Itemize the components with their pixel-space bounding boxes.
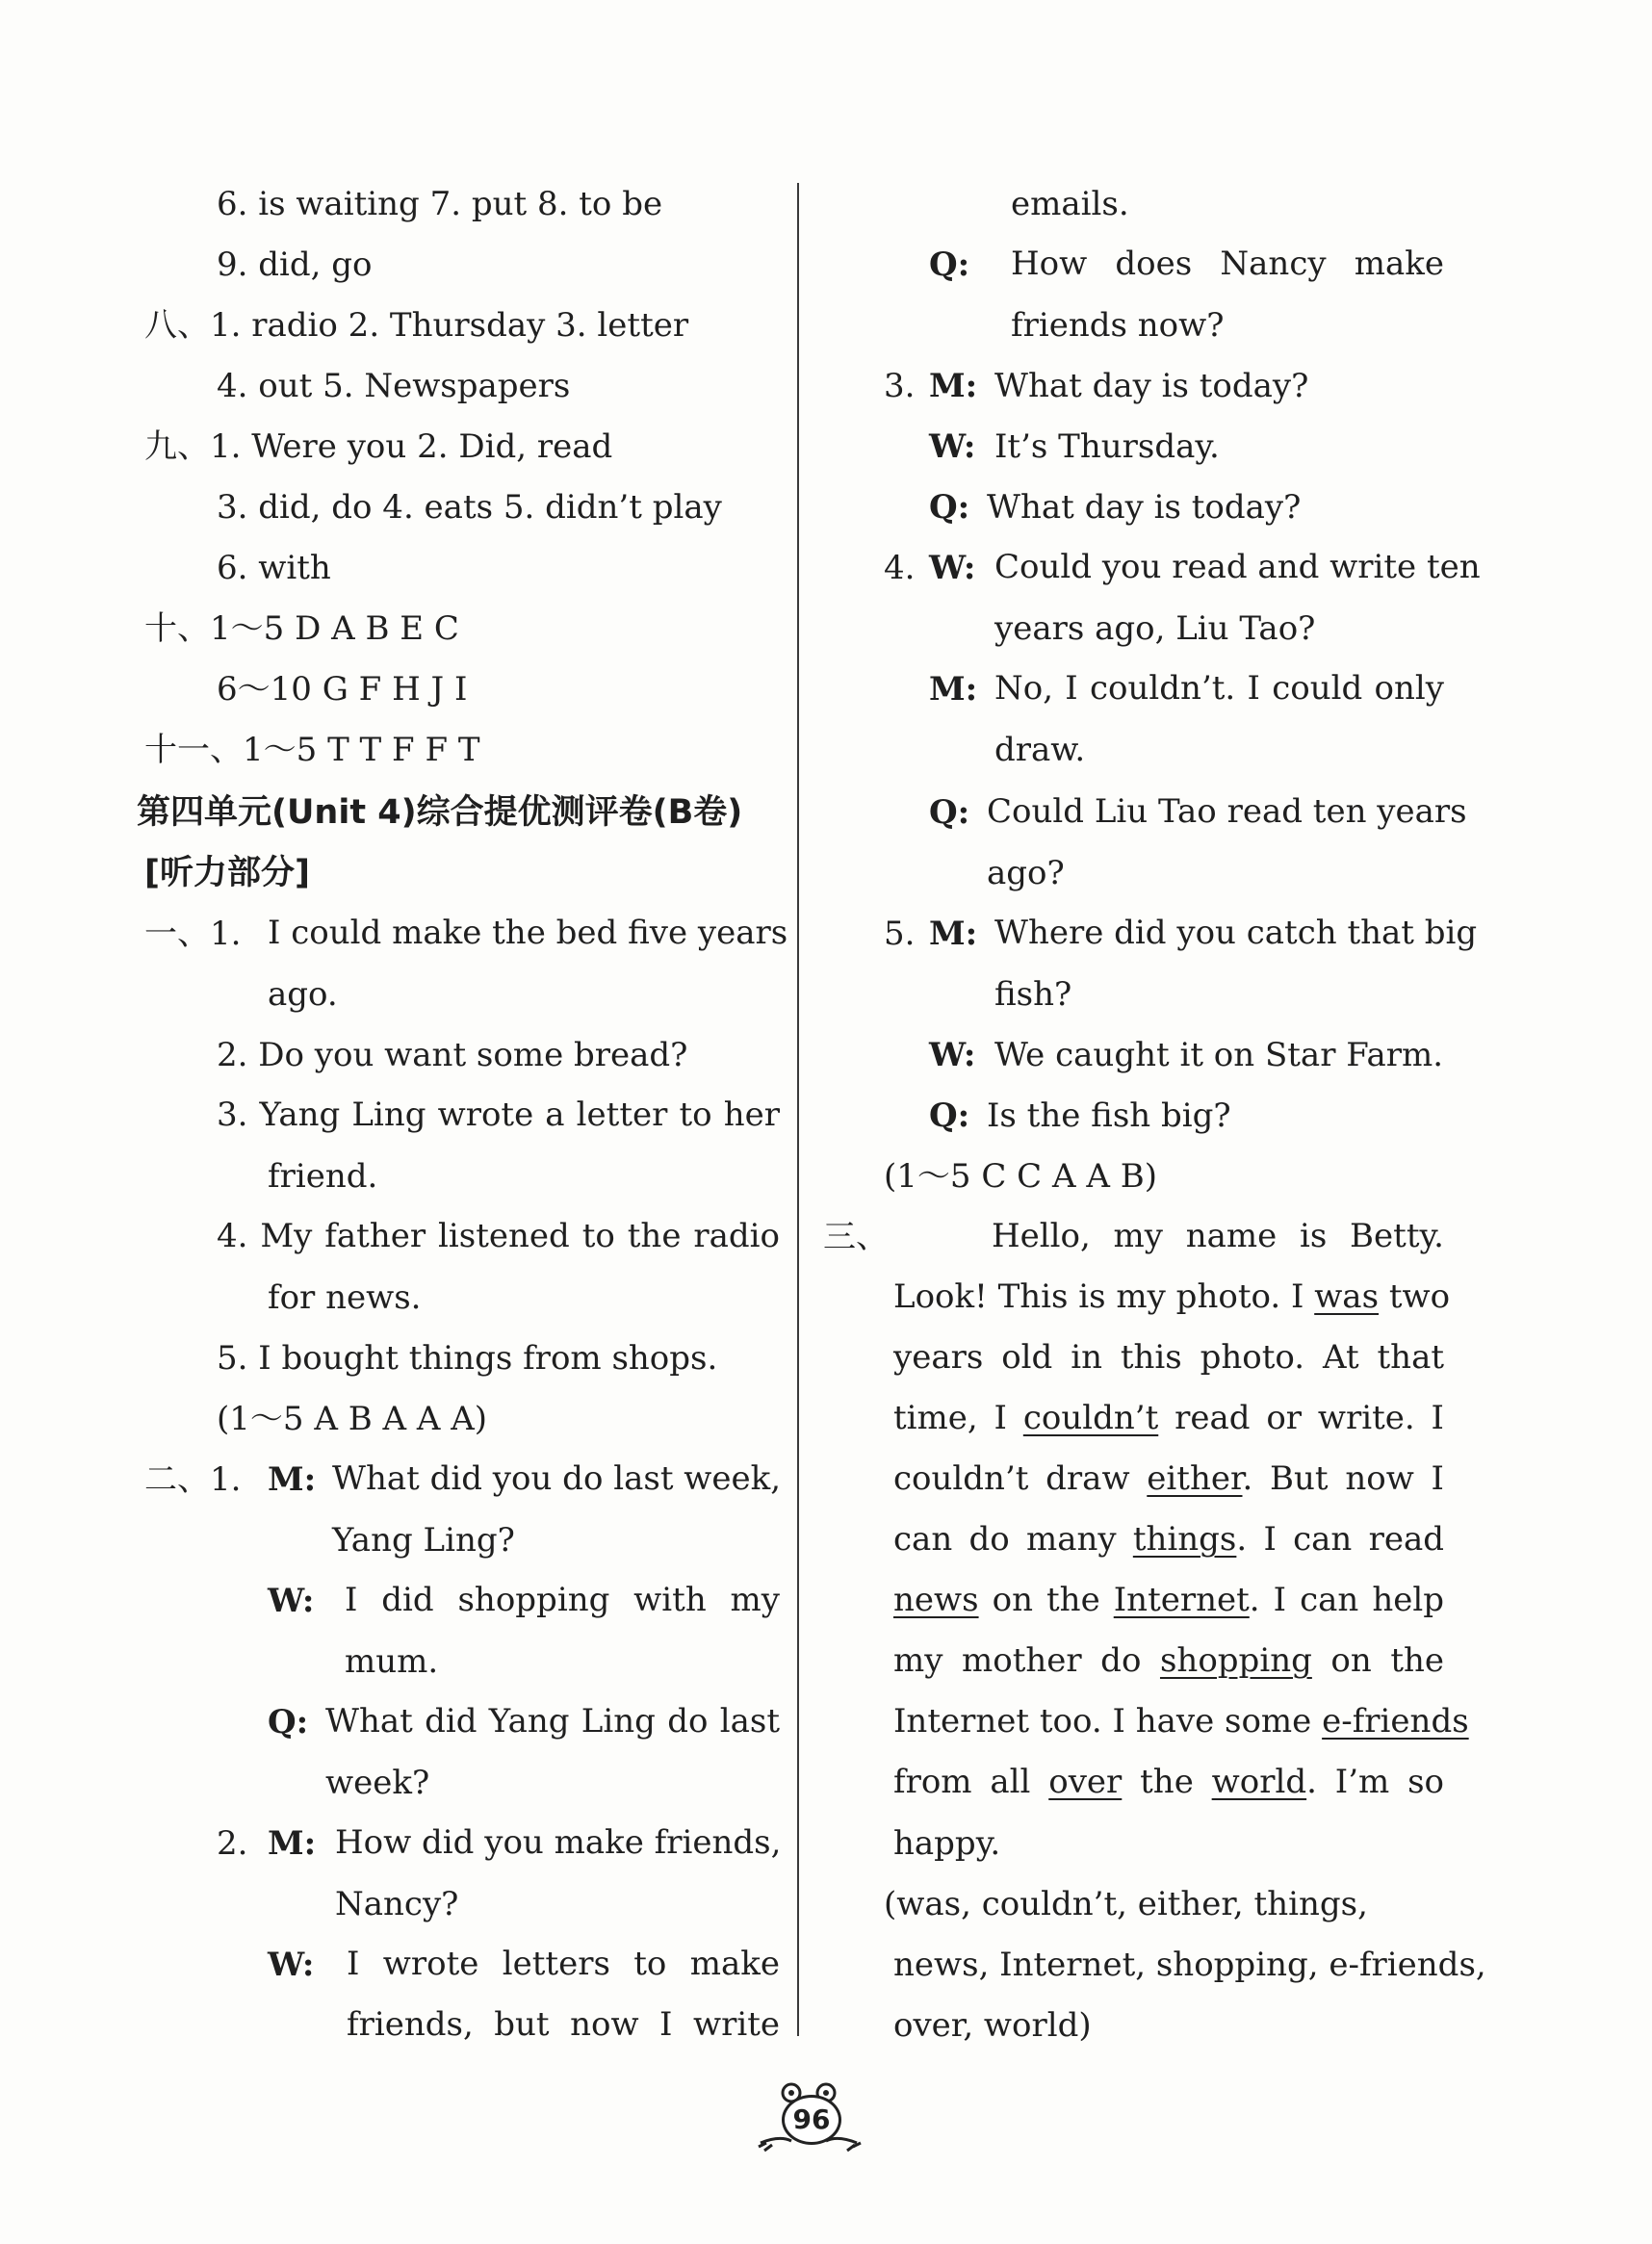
passage-line: can do many things. I can read	[893, 1520, 1444, 1559]
speaker-label: W:	[268, 1945, 315, 1984]
section-title: 第四单元(Unit 4)综合提优测评卷(B卷)	[137, 792, 743, 832]
page-number-badge	[741, 2079, 876, 2156]
item-text: ago.	[268, 974, 338, 1014]
dialogue-text: What day is today?	[994, 366, 1309, 405]
answer-line: (1～5 A B A A A)	[217, 1399, 488, 1438]
speaker-label: W:	[929, 548, 976, 587]
answer-line: (was, couldn’t, either, things,	[884, 1884, 1368, 1923]
item-text: friend.	[268, 1156, 378, 1196]
dialogue-text: It’s Thursday.	[994, 426, 1220, 466]
dialogue-text: Could Liu Tao read ten years	[987, 792, 1467, 831]
speaker-label: Q:	[268, 1702, 309, 1741]
dialogue-text: ago?	[987, 853, 1065, 892]
dialogue-text: What day is today?	[987, 487, 1302, 527]
section-subtitle: [听力部分]	[144, 853, 310, 892]
answer-line: 9. did, go	[217, 245, 373, 284]
dialogue-text: emails.	[1011, 184, 1129, 223]
speaker-label: Q:	[929, 487, 970, 527]
speaker-label: W:	[929, 426, 976, 466]
dialogue-text: mum.	[345, 1641, 439, 1681]
speaker-label: M:	[268, 1459, 317, 1499]
dialogue-text: fish?	[994, 974, 1072, 1014]
passage-line: time, I couldn’t read or write. I	[893, 1399, 1444, 1437]
dialogue-text: What did Yang Ling do last	[325, 1702, 780, 1741]
speaker-label: W:	[929, 1035, 976, 1074]
speaker-label: M:	[929, 914, 978, 953]
speaker-label: Q:	[929, 792, 970, 832]
dialogue-text: Could you read and write ten	[994, 548, 1481, 586]
dialogue-text: Yang Ling?	[332, 1520, 515, 1560]
speaker-label: M:	[268, 1823, 317, 1863]
dialogue-text: friends, but now I write	[347, 2005, 780, 2044]
answer-line: 八、1. radio 2. Thursday 3. letter	[144, 305, 689, 345]
item-prefix: 2.	[217, 1823, 248, 1863]
passage-line: my mother do shopping on the	[893, 1641, 1444, 1680]
answer-line: 6. with	[217, 548, 331, 587]
answer-line: 6. is waiting 7. put 8. to be	[217, 184, 663, 223]
item-prefix: 5.	[884, 914, 916, 953]
dialogue-text: What did you do last week,	[332, 1459, 782, 1498]
answer-line: 4. out 5. Newspapers	[217, 366, 571, 405]
column-divider	[797, 183, 799, 2036]
item-prefix: 4.	[884, 548, 916, 587]
dialogue-text: years ago, Liu Tao?	[994, 608, 1316, 648]
passage-line: couldn’t draw either. But now I	[893, 1459, 1444, 1498]
passage-line: Look! This is my photo. I was two	[893, 1277, 1451, 1316]
item-text: 3. Yang Ling wrote a letter to her	[217, 1096, 780, 1134]
item-prefix: 二、1.	[144, 1459, 242, 1499]
answer-line: 九、1. Were you 2. Did, read	[144, 426, 613, 466]
dialogue-text: I did shopping with my	[345, 1581, 780, 1619]
item-prefix: 三、	[823, 1217, 889, 1256]
passage-line: from all over the world. I’m so	[893, 1763, 1444, 1801]
dialogue-text: Is the fish big?	[987, 1096, 1231, 1135]
dialogue-text: friends now?	[1011, 305, 1225, 345]
speaker-label: Q:	[929, 1096, 970, 1135]
answer-line: 十、1～5 D A B E C	[144, 608, 459, 648]
dialogue-text: week?	[325, 1763, 430, 1802]
answer-line: news, Internet, shopping, e-friends,	[893, 1945, 1486, 1984]
passage-line: news on the Internet. I can help	[893, 1581, 1444, 1619]
dialogue-text: How does Nancy make	[1011, 245, 1444, 283]
speaker-label: M:	[929, 366, 978, 405]
dialogue-text: Where did you catch that big	[994, 914, 1478, 952]
passage-line: Hello, my name is Betty.	[992, 1217, 1444, 1255]
dialogue-text: We caught it on Star Farm.	[994, 1035, 1444, 1074]
passage-line: years old in this photo. At that	[893, 1338, 1444, 1377]
dialogue-text: No, I couldn’t. I could only	[994, 669, 1444, 708]
item-text: 2. Do you want some bread?	[217, 1035, 688, 1074]
dialogue-text: I wrote letters to make	[347, 1945, 780, 1983]
item-prefix: 3.	[884, 366, 916, 405]
dialogue-text: Nancy?	[335, 1884, 459, 1923]
answer-line: over, world)	[893, 2005, 1092, 2045]
item-prefix: 一、1.	[144, 914, 242, 953]
speaker-label: Q:	[929, 245, 970, 284]
passage-line: happy.	[893, 1823, 1001, 1863]
speaker-label: M:	[929, 669, 978, 709]
item-text: I could make the bed five years	[268, 914, 788, 952]
answer-line: 十一、1～5 T T F F T	[144, 730, 480, 769]
item-text: for news.	[268, 1277, 422, 1317]
answer-line: 3. did, do 4. eats 5. didn’t play	[217, 487, 722, 527]
answer-line: (1～5 C C A A B)	[884, 1156, 1157, 1196]
speaker-label: W:	[268, 1581, 315, 1620]
answer-line: 6～10 G F H J I	[217, 669, 468, 709]
dialogue-text: draw.	[994, 730, 1086, 769]
passage-line: Internet too. I have some e-friends	[893, 1702, 1469, 1741]
item-text: 4. My father listened to the radio	[217, 1217, 780, 1255]
item-text: 5. I bought things from shops.	[217, 1338, 718, 1378]
dialogue-text: How did you make friends,	[335, 1823, 782, 1862]
page-number: 96	[782, 2095, 841, 2145]
